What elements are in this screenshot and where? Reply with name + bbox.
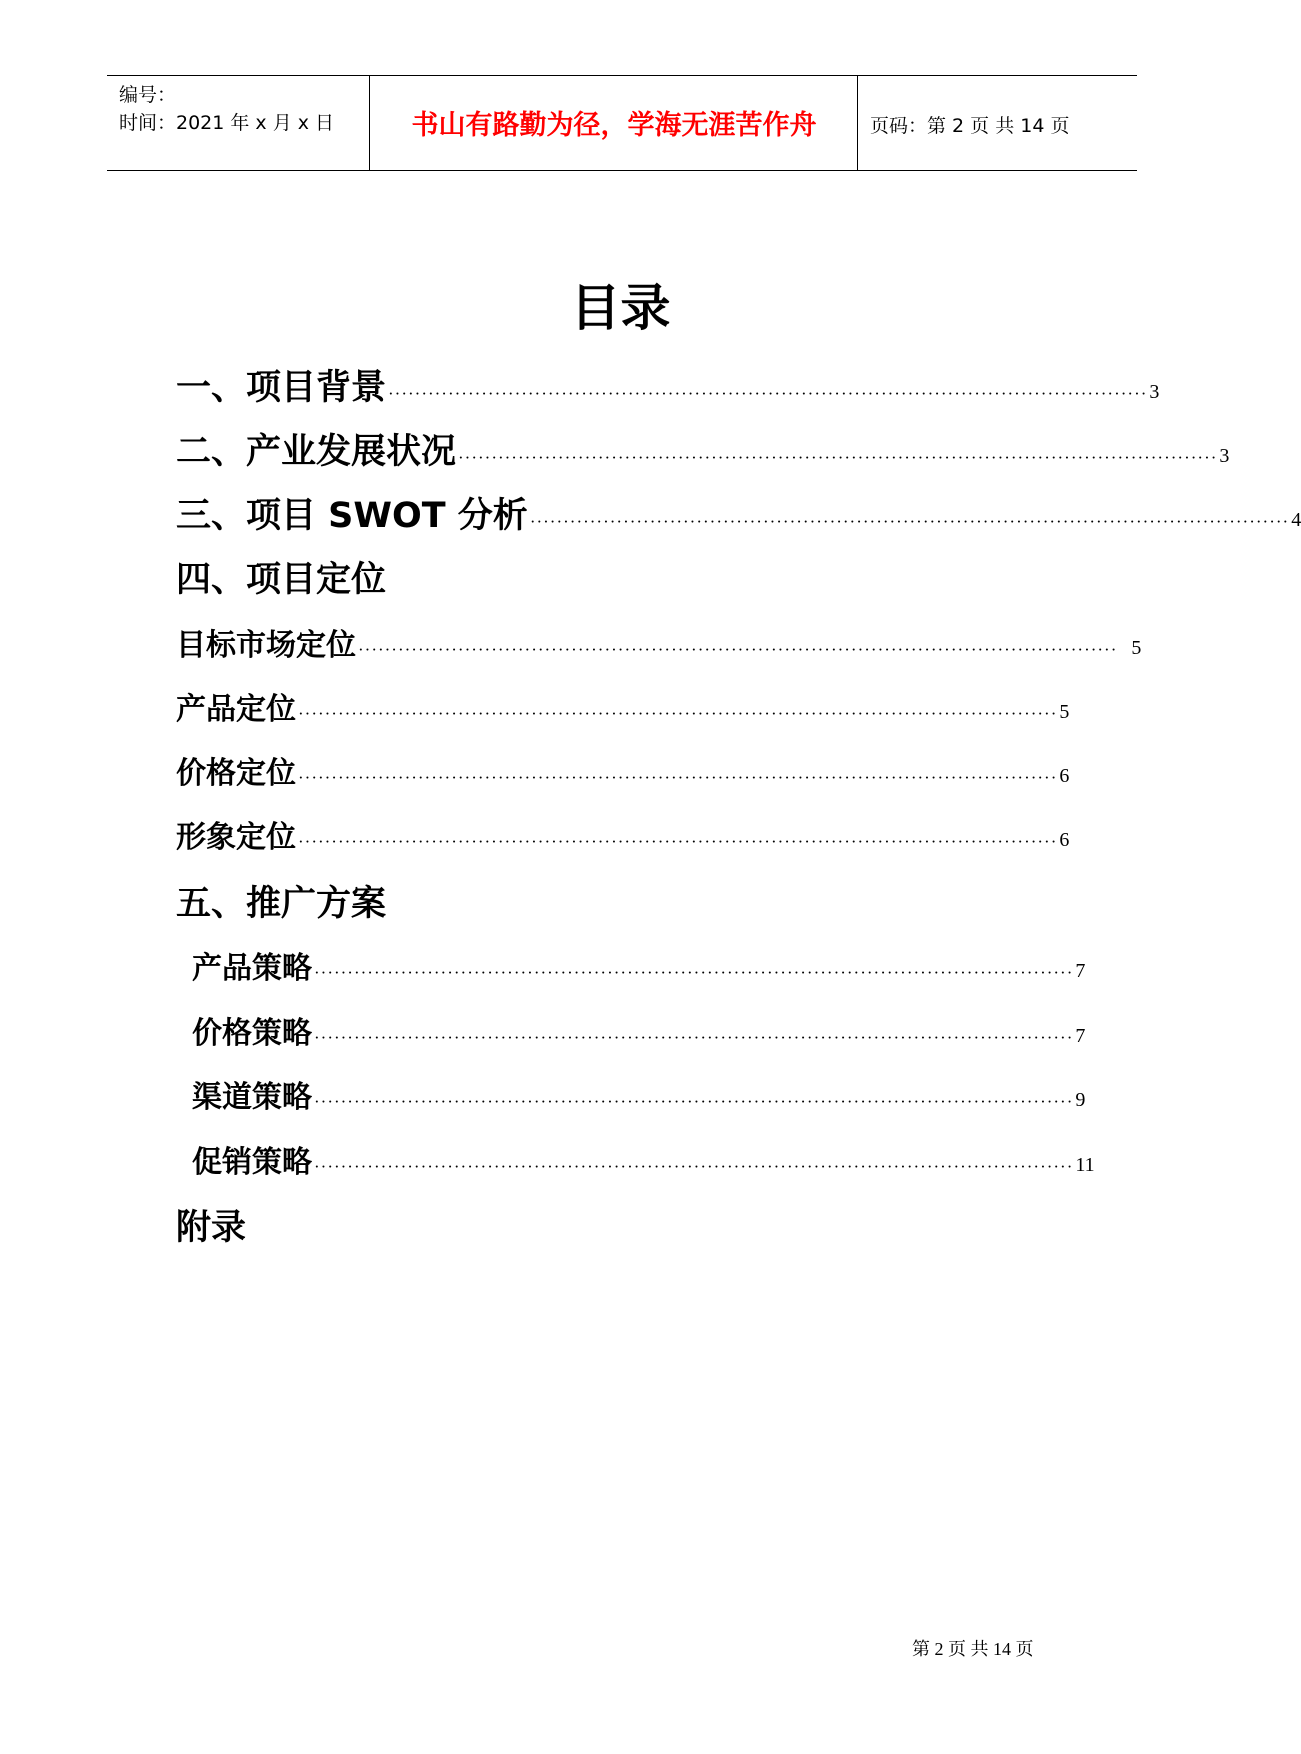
header-page-cell [857, 76, 1138, 170]
page-footer-number: 第 2 页 共 14 页 [912, 1639, 1034, 1659]
toc-entry-label: 四、项目定位 [176, 560, 387, 600]
toc-entry-page: 6 [1059, 765, 1070, 787]
toc-entry-label: 五、推广方案 [176, 884, 387, 924]
toc-entry-swot[interactable] [176, 496, 1301, 536]
toc-leader-dots: ·················································································································· [314, 963, 1074, 982]
toc-entry-label: 一、项目背景 [176, 368, 387, 408]
toc-entry-price-positioning[interactable] [176, 756, 1070, 792]
toc-leader-dots: ·················································································································· [314, 1157, 1074, 1176]
toc-leader-dots: ·················································································································· [358, 640, 1118, 659]
toc-entry-channel-strategy[interactable] [192, 1080, 1086, 1116]
toc-entry-page: 7 [1075, 1025, 1086, 1047]
toc-entry-product-strategy[interactable] [192, 951, 1086, 987]
toc-entry-page: 7 [1075, 960, 1086, 982]
toc-entry-image-positioning[interactable] [176, 820, 1070, 856]
toc-entry-page: 5 [1131, 637, 1142, 659]
document-code-label: 编号： [119, 84, 177, 106]
toc-leader-dots: ·················································································································· [458, 448, 1218, 467]
toc-entry-industry-status[interactable] [176, 432, 1230, 472]
header-motto: 书山有路勤为径，学海无涯苦作舟 [411, 110, 817, 141]
toc-entry-promotion-plan[interactable] [176, 884, 576, 924]
toc-entry-label: 产品定位 [176, 692, 296, 727]
toc-entry-page: 9 [1075, 1089, 1086, 1111]
toc-entry-target-market[interactable] [176, 628, 1142, 664]
toc-entry-label: 二、产业发展状况 [176, 432, 457, 472]
toc-title: 目录 [570, 279, 671, 337]
toc-entry-label: 渠道策略 [192, 1080, 312, 1115]
toc-entry-label: 附录 [176, 1208, 247, 1248]
toc-entry-page: 4 [1291, 509, 1301, 531]
header-page-code: 页码：第 2 页 共 14 页 [870, 115, 1070, 137]
toc-entry-label: 价格策略 [192, 1016, 312, 1051]
toc-leader-dots: ·················································································································· [314, 1028, 1074, 1047]
toc-entry-page: 5 [1059, 701, 1070, 723]
toc-entry-price-strategy[interactable] [192, 1016, 1086, 1052]
toc-entry-page: 6 [1059, 829, 1070, 851]
toc-leader-dots: ·················································································································· [298, 768, 1058, 787]
toc-entry-page: 3 [1149, 381, 1160, 403]
toc-entry-label: 三、项目 SWOT 分析 [176, 496, 528, 536]
toc-entry-label: 形象定位 [176, 820, 296, 855]
toc-leader-dots: ·················································································································· [298, 832, 1058, 851]
toc-leader-dots: ·················································································································· [529, 512, 1290, 531]
toc-leader-dots: ·················································································································· [314, 1092, 1074, 1111]
toc-entry-positioning[interactable] [176, 560, 576, 600]
toc-entry-product-positioning[interactable] [176, 692, 1070, 728]
page-header [107, 75, 1137, 171]
toc-entry-label: 产品策略 [192, 951, 312, 986]
toc-entry-label: 目标市场定位 [176, 628, 356, 663]
toc-entry-page: 3 [1219, 445, 1230, 467]
toc-entry-label: 促销策略 [192, 1145, 312, 1180]
toc-entry-label: 价格定位 [176, 756, 296, 791]
header-info-cell [107, 76, 369, 170]
toc-leader-dots: ·················································································································· [388, 384, 1148, 403]
toc-entry-promotion-strategy[interactable] [192, 1145, 1095, 1181]
toc-entry-page: 11 [1075, 1154, 1095, 1176]
document-date: 时间：2021 年 x 月 x 日 [119, 112, 335, 134]
toc-entry-project-background[interactable] [176, 368, 1160, 408]
toc-leader-dots: ·················································································································· [298, 704, 1058, 723]
header-motto-cell [369, 76, 858, 170]
toc-entry-appendix[interactable] [176, 1208, 476, 1248]
